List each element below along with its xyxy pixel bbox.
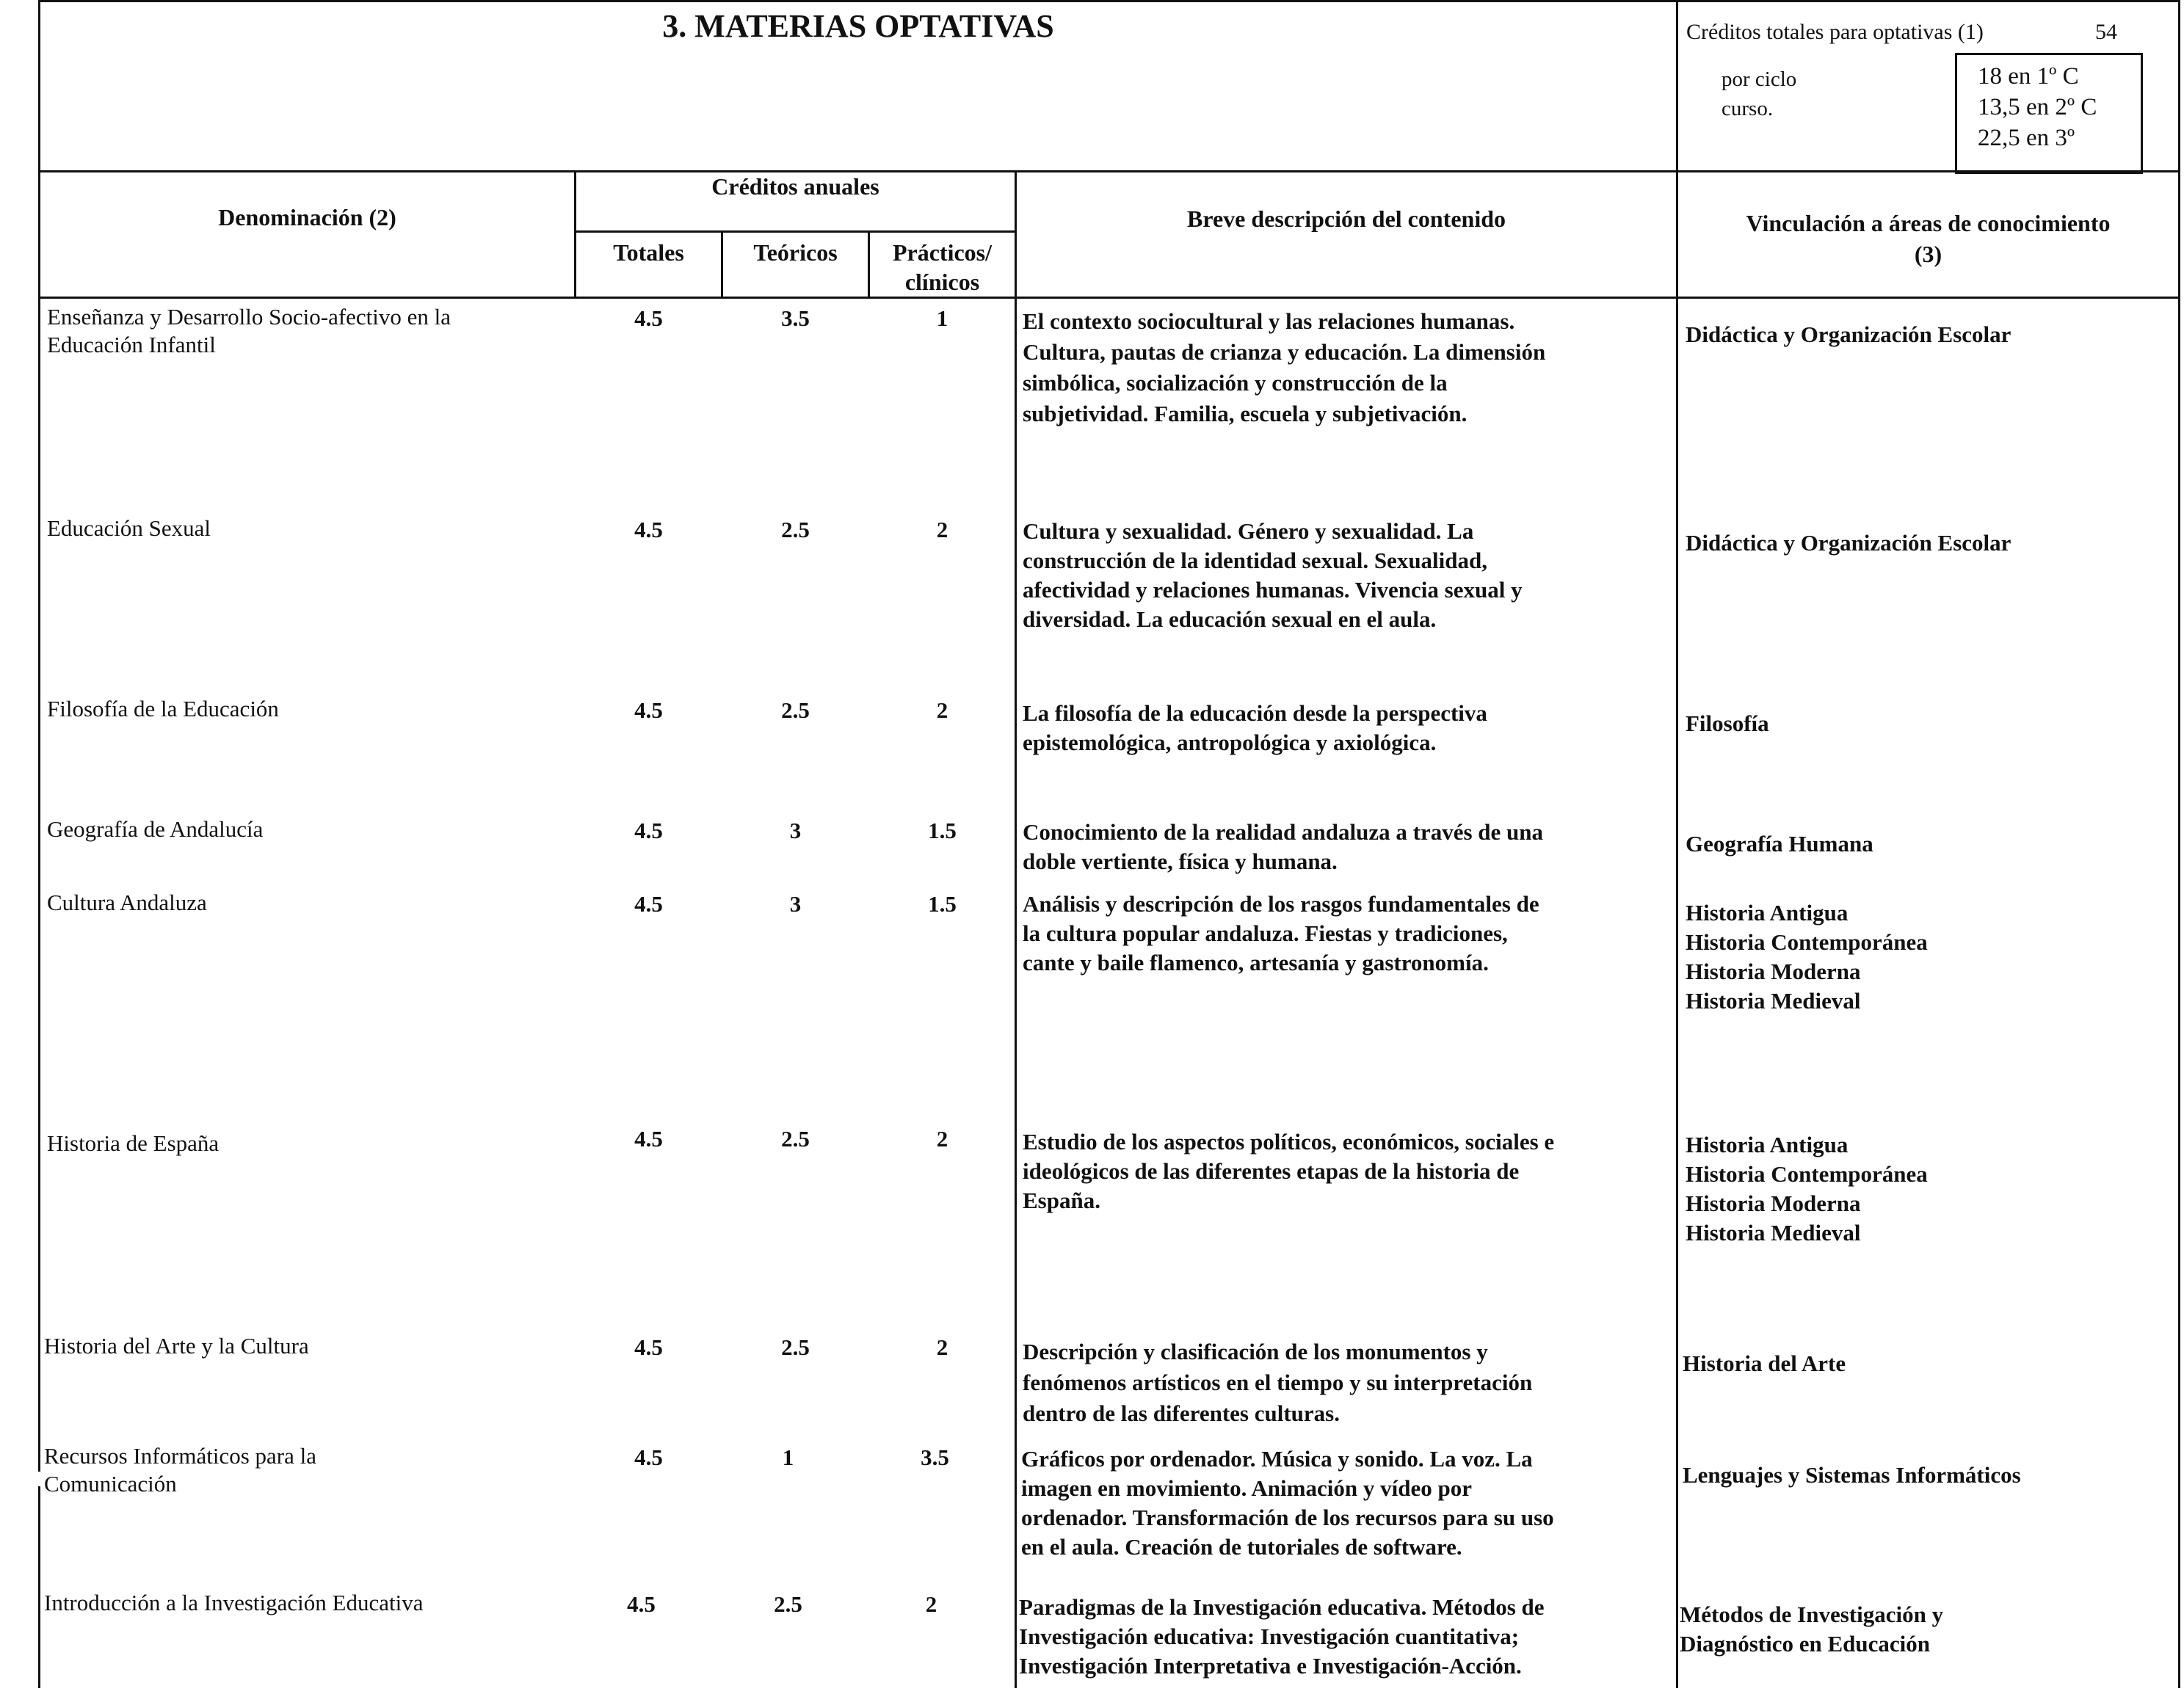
row-area: Historia del Arte <box>1683 1350 1846 1376</box>
row-area: Historia Antigua <box>1686 1132 1849 1157</box>
row-practicos: 3.5 <box>921 1444 949 1470</box>
col-header-practicos-1: Prácticos/ <box>892 239 993 266</box>
ciclos-box-top <box>1955 53 2143 55</box>
row-desc: en el aula. Creación de tutoriales de software. <box>1021 1534 1462 1560</box>
row-totales: 4.5 <box>634 517 663 542</box>
row-totales: 4.5 <box>634 697 663 723</box>
row-desc: El contexto sociocultural y las relaciones humanas. <box>1023 308 1515 334</box>
rule-header-split <box>1676 0 1678 172</box>
row-name: Filosofía de la Educación <box>47 696 279 721</box>
row-area: Filosofía <box>1686 710 1769 736</box>
rule-left-lower <box>38 1486 40 1688</box>
row-practicos: 2 <box>936 1334 948 1360</box>
row-area: Lenguajes y Sistemas Informáticos <box>1683 1462 2021 1488</box>
row-teoricos: 3 <box>789 818 802 843</box>
row-practicos: 1.5 <box>928 891 957 917</box>
curso-label: curso. <box>1722 97 1774 120</box>
rule-col-desc-end <box>1676 170 1678 1688</box>
row-totales: 4.5 <box>634 1126 663 1152</box>
ciclo-2: 13,5 en 2º C <box>1978 94 2097 120</box>
row-area: Didáctica y Organización Escolar <box>1686 321 2011 347</box>
row-area: Historia Contemporánea <box>1686 929 1928 955</box>
rule-right <box>2178 0 2180 1688</box>
row-area: Historia Moderna <box>1686 1190 1861 1216</box>
col-header-vinculacion-2: (3) <box>1914 241 1942 267</box>
row-name: Historia del Arte y la Cultura <box>44 1333 309 1359</box>
row-totales: 4.5 <box>634 818 663 843</box>
row-totales: 4.5 <box>634 1334 663 1360</box>
row-teoricos: 3.5 <box>781 305 810 331</box>
col-header-practicos-2: clínicos <box>904 269 980 295</box>
row-area: Geografía Humana <box>1686 831 1873 857</box>
row-desc: Investigación educativa: Investigación cuantitativa; <box>1019 1624 1520 1649</box>
row-teoricos: 2.5 <box>774 1591 802 1617</box>
row-teoricos: 1 <box>782 1444 794 1470</box>
row-desc: La filosofía de la educación desde la perspectiva <box>1023 700 1487 726</box>
row-teoricos: 2.5 <box>781 1334 810 1360</box>
col-header-denominacion: Denominación (2) <box>218 204 396 230</box>
row-name: Enseñanza y Desarrollo Socio-afectivo en la <box>47 304 451 330</box>
row-desc: Estudio de los aspectos políticos, económicos, sociales e <box>1023 1129 1555 1155</box>
row-desc: simbólica, socialización y construcción de la <box>1023 370 1448 396</box>
row-teoricos: 2.5 <box>781 1126 810 1152</box>
row-practicos: 2 <box>936 697 948 723</box>
ciclos-box-left <box>1955 53 1957 174</box>
row-desc: la cultura popular andaluza. Fiestas y tradiciones, <box>1023 920 1508 946</box>
row-desc: doble vertiente, física y humana. <box>1023 848 1338 874</box>
row-desc: ordenador. Transformación de los recursos para su uso <box>1021 1505 1554 1530</box>
row-name: Recursos Informáticos para la <box>44 1443 317 1469</box>
row-practicos: 2 <box>936 517 948 542</box>
row-area: Historia Medieval <box>1686 988 1861 1014</box>
row-desc: Paradigmas de la Investigación educativa. Métodos de <box>1019 1594 1545 1620</box>
row-name: Cultura Andaluza <box>47 890 207 915</box>
row-area: Historia Medieval <box>1686 1220 1861 1246</box>
rule-credits-sub <box>574 230 1016 233</box>
row-totales: 4.5 <box>634 891 663 917</box>
row-name: Geografía de Andalucía <box>47 816 264 842</box>
row-desc: Investigación Interpretativa e Investigación-Acción. <box>1019 1653 1522 1679</box>
row-practicos: 1.5 <box>928 818 957 843</box>
row-desc: cante y baile flamenco, artesanía y gastronomía. <box>1023 950 1489 975</box>
row-desc: Gráficos por ordenador. Música y sonido. La voz. La <box>1021 1446 1533 1472</box>
row-desc: epistemológica, antropológica y axiológica. <box>1023 730 1437 755</box>
row-area: Historia Antigua <box>1686 900 1849 926</box>
row-teoricos: 2.5 <box>781 697 810 723</box>
ciclos-box-bottom <box>1955 172 2143 174</box>
rule-header-bottom <box>38 170 2180 172</box>
rule-col-credits-end <box>1015 170 1017 1688</box>
row-totales: 4.5 <box>627 1591 656 1617</box>
row-teoricos: 2.5 <box>781 517 810 542</box>
row-name: Educación Infantil <box>47 332 216 357</box>
por-ciclo-label: por ciclo <box>1722 68 1797 91</box>
credits-total-label: Créditos totales para optativas (1) <box>1686 20 1984 44</box>
row-area: Historia Moderna <box>1686 959 1861 984</box>
row-practicos: 1 <box>936 305 948 331</box>
col-header-vinculacion-1: Vinculación a áreas de conocimiento <box>1746 210 2111 236</box>
row-desc: Descripción y clasificación de los monumentos y <box>1023 1339 1488 1364</box>
ciclo-1: 18 en 1º C <box>1978 63 2079 90</box>
row-name: Historia de España <box>47 1130 220 1156</box>
row-area: Diagnóstico en Educación <box>1680 1631 1931 1657</box>
row-name: Introducción a la Investigación Educativa <box>44 1590 424 1615</box>
row-desc: diversidad. La educación sexual en el aula. <box>1023 606 1437 632</box>
row-totales: 4.5 <box>634 1444 663 1470</box>
row-practicos: 2 <box>936 1126 948 1152</box>
row-desc: ideológicos de las diferentes etapas de la historia de <box>1023 1158 1520 1184</box>
row-desc: Cultura, pautas de crianza y educación. La dimensión <box>1023 339 1546 365</box>
row-area: Métodos de Investigación y <box>1680 1602 1944 1627</box>
row-desc: dentro de las diferentes culturas. <box>1023 1400 1340 1426</box>
row-area: Didáctica y Organización Escolar <box>1686 530 2011 556</box>
row-desc: fenómenos artísticos en el tiempo y su interpretación <box>1023 1370 1533 1395</box>
row-totales: 4.5 <box>634 305 663 331</box>
col-header-totales: Totales <box>613 239 684 266</box>
credits-total-value: 54 <box>2095 20 2117 44</box>
col-header-creditos-anuales: Créditos anuales <box>711 173 879 200</box>
col-header-descripcion: Breve descripción del contenido <box>1186 206 1506 232</box>
row-desc: imagen en movimiento. Animación y vídeo por <box>1021 1475 1472 1501</box>
row-desc: construcción de la identidad sexual. Sexualidad, <box>1023 548 1488 573</box>
row-teoricos: 3 <box>789 891 802 917</box>
row-name: Educación Sexual <box>47 515 211 541</box>
row-desc: afectividad y relaciones humanas. Vivencia sexual y <box>1023 577 1523 603</box>
rule-colheader-bottom <box>38 297 2180 299</box>
row-name: Comunicación <box>44 1471 177 1497</box>
row-desc: subjetividad. Familia, escuela y subjetivación. <box>1023 401 1468 426</box>
rule-top <box>38 0 2180 2</box>
row-desc: Análisis y descripción de los rasgos fundamentales de <box>1023 891 1539 917</box>
ciclo-3: 22,5 en 3º <box>1978 125 2075 151</box>
row-desc: España. <box>1023 1188 1100 1213</box>
page-title: 3. MATERIAS OPTATIVAS <box>662 8 1054 44</box>
col-header-teoricos: Teóricos <box>753 239 838 266</box>
ciclos-box-right <box>2141 53 2143 174</box>
row-desc: Cultura y sexualidad. Género y sexualidad. La <box>1023 518 1474 544</box>
row-area: Historia Contemporánea <box>1686 1161 1928 1187</box>
row-practicos: 2 <box>925 1591 937 1617</box>
row-desc: Conocimiento de la realidad andaluza a través de una <box>1023 819 1544 845</box>
